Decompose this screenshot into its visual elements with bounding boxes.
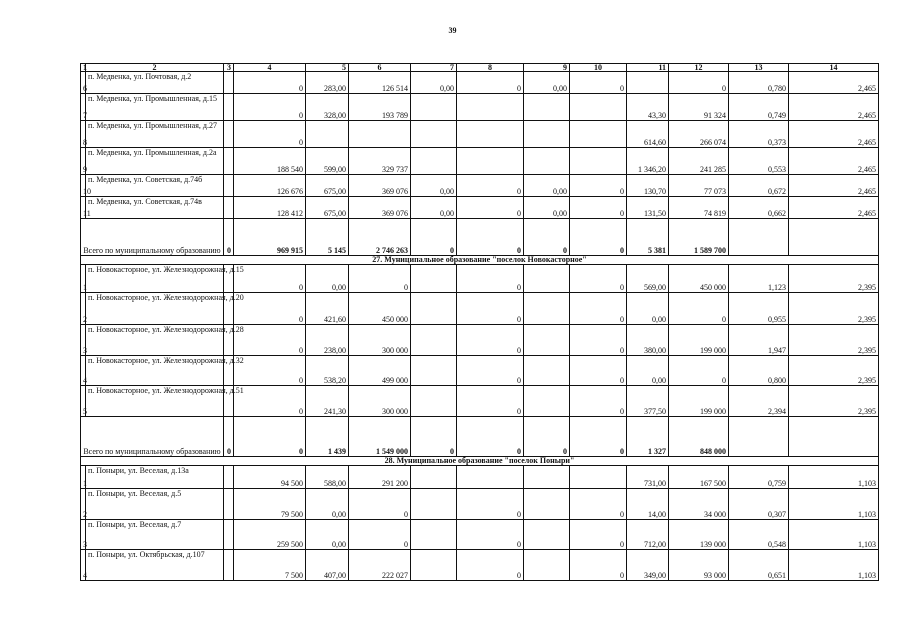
table-row bbox=[81, 489, 879, 520]
table-row bbox=[81, 520, 879, 550]
housing-register-table bbox=[80, 63, 879, 581]
value-cell-c6: 0 bbox=[349, 489, 411, 520]
value-cell-c12: 139 000 bbox=[669, 520, 729, 550]
value-cell-c4: 0 bbox=[234, 386, 306, 417]
address-cell: п. Новокасторное, ул. Железнодорожная, д.51 bbox=[86, 386, 224, 417]
row-number: 3 bbox=[81, 325, 86, 356]
value-cell-c4: 94 500 bbox=[234, 466, 306, 489]
value-cell-c3 bbox=[224, 94, 234, 121]
value-cell-c4: 126 676 bbox=[234, 175, 306, 197]
value-cell-c11: 712,00 bbox=[627, 520, 669, 550]
value-cell-c3 bbox=[224, 466, 234, 489]
table-row bbox=[81, 148, 879, 175]
total-cell-c4: 969 915 bbox=[234, 219, 306, 256]
value-cell-c3 bbox=[224, 550, 234, 581]
value-cell-c5: 675,00 bbox=[306, 175, 349, 197]
value-cell-c3 bbox=[224, 197, 234, 219]
row-number: 8 bbox=[81, 121, 86, 148]
value-cell-c7 bbox=[411, 466, 457, 489]
value-cell-c3 bbox=[224, 72, 234, 94]
total-cell-c6: 1 549 000 bbox=[349, 417, 411, 457]
row-number: 2 bbox=[81, 489, 86, 520]
value-cell-c6: 126 514 bbox=[349, 72, 411, 94]
value-cell-c7 bbox=[411, 94, 457, 121]
value-cell-c12: 199 000 bbox=[669, 325, 729, 356]
row-number: 7 bbox=[81, 94, 86, 121]
row-number: 2 bbox=[81, 293, 86, 325]
value-cell-c8: 0 bbox=[457, 489, 524, 520]
value-cell-c7 bbox=[411, 489, 457, 520]
value-cell-c6: 499 000 bbox=[349, 356, 411, 386]
value-cell-c4: 0 bbox=[234, 265, 306, 293]
value-cell-c10: 0 bbox=[570, 175, 627, 197]
section-title: 27. Муниципальное образование "поселок Новокасторное" bbox=[81, 256, 879, 265]
value-cell-c14: 2,395 bbox=[789, 265, 879, 293]
value-cell-c12: 0 bbox=[669, 356, 729, 386]
value-cell-c6: 450 000 bbox=[349, 293, 411, 325]
table-row bbox=[81, 121, 879, 148]
value-cell-c4: 259 500 bbox=[234, 520, 306, 550]
total-cell-c10: 0 bbox=[570, 417, 627, 457]
value-cell-c13: 0,553 bbox=[729, 148, 789, 175]
value-cell-c3 bbox=[224, 489, 234, 520]
row-number: 5 bbox=[81, 386, 86, 417]
section-title-row bbox=[81, 457, 879, 466]
row-number: 6 bbox=[81, 72, 86, 94]
value-cell-c4: 0 bbox=[234, 356, 306, 386]
value-cell-c6: 0 bbox=[349, 520, 411, 550]
column-number-3: 3 bbox=[224, 64, 234, 72]
value-cell-c5 bbox=[306, 121, 349, 148]
total-cell-c13 bbox=[729, 219, 789, 256]
row-number: 9 bbox=[81, 148, 86, 175]
value-cell-c5: 0,00 bbox=[306, 520, 349, 550]
address-cell: п. Медвенка, ул. Советская, д.74в bbox=[86, 197, 224, 219]
value-cell-c4: 0 bbox=[234, 94, 306, 121]
value-cell-c5: 241,30 bbox=[306, 386, 349, 417]
value-cell-c14: 2,395 bbox=[789, 356, 879, 386]
value-cell-c14: 2,465 bbox=[789, 121, 879, 148]
total-cell-c11: 5 381 bbox=[627, 219, 669, 256]
value-cell-c8: 0 bbox=[457, 175, 524, 197]
value-cell-c14: 2,395 bbox=[789, 293, 879, 325]
value-cell-c9 bbox=[524, 325, 570, 356]
value-cell-c13: 0,307 bbox=[729, 489, 789, 520]
value-cell-c14: 2,465 bbox=[789, 175, 879, 197]
value-cell-c10 bbox=[570, 121, 627, 148]
column-number-5: 5 bbox=[306, 64, 349, 72]
address-cell: п. Медвенка, ул. Почтовая, д.2 bbox=[86, 72, 224, 94]
value-cell-c11: 0,00 bbox=[627, 293, 669, 325]
value-cell-c4: 0 bbox=[234, 293, 306, 325]
value-cell-c9 bbox=[524, 520, 570, 550]
column-number-9: 9 bbox=[524, 64, 570, 72]
value-cell-c14: 1,103 bbox=[789, 520, 879, 550]
row-number: 10 bbox=[81, 175, 86, 197]
total-row bbox=[81, 219, 879, 256]
column-number-4: 4 bbox=[234, 64, 306, 72]
value-cell-c11: 130,70 bbox=[627, 175, 669, 197]
value-cell-c8: 0 bbox=[457, 197, 524, 219]
total-cell-c4: 0 bbox=[234, 417, 306, 457]
address-cell: п. Медвенка, ул. Советская, д.74б bbox=[86, 175, 224, 197]
section-title: 28. Муниципальное образование "поселок Поныри" bbox=[81, 457, 879, 466]
value-cell-c5: 283,00 bbox=[306, 72, 349, 94]
value-cell-c14: 2,395 bbox=[789, 325, 879, 356]
value-cell-c7: 0,00 bbox=[411, 72, 457, 94]
value-cell-c9 bbox=[524, 466, 570, 489]
value-cell-c8 bbox=[457, 466, 524, 489]
value-cell-c4: 0 bbox=[234, 121, 306, 148]
value-cell-c7 bbox=[411, 148, 457, 175]
value-cell-c3 bbox=[224, 175, 234, 197]
value-cell-c12: 0 bbox=[669, 293, 729, 325]
value-cell-c14: 2,465 bbox=[789, 72, 879, 94]
total-cell-c10: 0 bbox=[570, 219, 627, 256]
address-cell: п. Новокасторное, ул. Железнодорожная, д.28 bbox=[86, 325, 224, 356]
value-cell-c10: 0 bbox=[570, 550, 627, 581]
column-number-14: 14 bbox=[789, 64, 879, 72]
row-number: 4 bbox=[81, 356, 86, 386]
value-cell-c3 bbox=[224, 520, 234, 550]
address-cell: п. Новокасторное, ул. Железнодорожная, д.15 bbox=[86, 265, 224, 293]
value-cell-c10: 0 bbox=[570, 489, 627, 520]
address-cell: п. Поныри, ул. Октябрьская, д.107 bbox=[86, 550, 224, 581]
table-row bbox=[81, 466, 879, 489]
value-cell-c9 bbox=[524, 386, 570, 417]
table-row bbox=[81, 293, 879, 325]
value-cell-c10: 0 bbox=[570, 197, 627, 219]
value-cell-c14: 1,103 bbox=[789, 550, 879, 581]
value-cell-c5: 328,00 bbox=[306, 94, 349, 121]
table-row bbox=[81, 386, 879, 417]
value-cell-c11: 43,30 bbox=[627, 94, 669, 121]
address-cell: п. Новокасторное, ул. Железнодорожная, д.32 bbox=[86, 356, 224, 386]
address-cell: п. Новокасторное, ул. Железнодорожная, д.20 bbox=[86, 293, 224, 325]
address-cell: п. Поныри, ул. Веселая, д.7 bbox=[86, 520, 224, 550]
value-cell-c13: 2,394 bbox=[729, 386, 789, 417]
total-cell-c14 bbox=[789, 219, 879, 256]
value-cell-c9 bbox=[524, 265, 570, 293]
value-cell-c8 bbox=[457, 148, 524, 175]
row-number: 1 bbox=[81, 265, 86, 293]
value-cell-c7 bbox=[411, 386, 457, 417]
value-cell-c12: 93 000 bbox=[669, 550, 729, 581]
total-cell-c5: 1 439 bbox=[306, 417, 349, 457]
table-body bbox=[81, 64, 879, 581]
value-cell-c10: 0 bbox=[570, 356, 627, 386]
value-cell-c6: 222 027 bbox=[349, 550, 411, 581]
total-label: Всего по муниципальному образованию bbox=[81, 219, 224, 256]
value-cell-c10 bbox=[570, 148, 627, 175]
value-cell-c7 bbox=[411, 293, 457, 325]
section-title-row bbox=[81, 256, 879, 265]
column-number-2: 2 bbox=[86, 64, 224, 72]
value-cell-c5: 538,20 bbox=[306, 356, 349, 386]
total-cell-c9: 0 bbox=[524, 417, 570, 457]
row-number: 3 bbox=[81, 520, 86, 550]
value-cell-c5: 0,00 bbox=[306, 489, 349, 520]
total-cell-c6: 2 746 263 bbox=[349, 219, 411, 256]
value-cell-c9: 0,00 bbox=[524, 197, 570, 219]
value-cell-c8: 0 bbox=[457, 325, 524, 356]
value-cell-c11 bbox=[627, 72, 669, 94]
row-number: 4 bbox=[81, 550, 86, 581]
value-cell-c6: 0 bbox=[349, 265, 411, 293]
value-cell-c8: 0 bbox=[457, 356, 524, 386]
value-cell-c10: 0 bbox=[570, 72, 627, 94]
table-row bbox=[81, 94, 879, 121]
value-cell-c13: 0,749 bbox=[729, 94, 789, 121]
value-cell-c14: 1,103 bbox=[789, 489, 879, 520]
value-cell-c4: 188 540 bbox=[234, 148, 306, 175]
value-cell-c10: 0 bbox=[570, 293, 627, 325]
value-cell-c13: 0,651 bbox=[729, 550, 789, 581]
value-cell-c8 bbox=[457, 94, 524, 121]
value-cell-c6: 300 000 bbox=[349, 325, 411, 356]
value-cell-c10: 0 bbox=[570, 265, 627, 293]
value-cell-c11: 377,50 bbox=[627, 386, 669, 417]
value-cell-c5: 238,00 bbox=[306, 325, 349, 356]
value-cell-c12: 0 bbox=[669, 72, 729, 94]
total-cell-c8: 0 bbox=[457, 219, 524, 256]
column-number-1: 1 bbox=[81, 64, 86, 72]
value-cell-c12: 74 819 bbox=[669, 197, 729, 219]
value-cell-c7 bbox=[411, 121, 457, 148]
column-number-11: 11 bbox=[627, 64, 669, 72]
value-cell-c13: 0,548 bbox=[729, 520, 789, 550]
column-number-10: 10 bbox=[570, 64, 627, 72]
row-number: 1 bbox=[81, 466, 86, 489]
value-cell-c8: 0 bbox=[457, 293, 524, 325]
column-number-6: 6 bbox=[349, 64, 411, 72]
row-number: 11 bbox=[81, 197, 86, 219]
address-cell: п. Поныри, ул. Веселая, д.13а bbox=[86, 466, 224, 489]
value-cell-c12: 77 073 bbox=[669, 175, 729, 197]
value-cell-c8: 0 bbox=[457, 265, 524, 293]
value-cell-c9 bbox=[524, 550, 570, 581]
table-row bbox=[81, 265, 879, 293]
address-cell: п. Поныри, ул. Веселая, д.5 bbox=[86, 489, 224, 520]
value-cell-c13: 0,780 bbox=[729, 72, 789, 94]
value-cell-c9 bbox=[524, 148, 570, 175]
column-number-13: 13 bbox=[729, 64, 789, 72]
value-cell-c3 bbox=[224, 148, 234, 175]
page-number: 39 bbox=[448, 26, 457, 35]
address-cell: п. Медвенка, ул. Промышленная, д.27 bbox=[86, 121, 224, 148]
value-cell-c11: 349,00 bbox=[627, 550, 669, 581]
value-cell-c13: 0,373 bbox=[729, 121, 789, 148]
total-label: Всего по муниципальному образованию bbox=[81, 417, 224, 457]
value-cell-c14: 2,465 bbox=[789, 94, 879, 121]
value-cell-c3 bbox=[224, 121, 234, 148]
table-row bbox=[81, 325, 879, 356]
value-cell-c14: 1,103 bbox=[789, 466, 879, 489]
value-cell-c10 bbox=[570, 94, 627, 121]
value-cell-c7 bbox=[411, 265, 457, 293]
value-cell-c9 bbox=[524, 356, 570, 386]
value-cell-c7 bbox=[411, 325, 457, 356]
value-cell-c9 bbox=[524, 121, 570, 148]
value-cell-c5: 0,00 bbox=[306, 265, 349, 293]
total-cell-c7: 0 bbox=[411, 219, 457, 256]
address-cell: п. Медвенка, ул. Промышленная, д.15 bbox=[86, 94, 224, 121]
value-cell-c4: 0 bbox=[234, 72, 306, 94]
value-cell-c4: 128 412 bbox=[234, 197, 306, 219]
value-cell-c7 bbox=[411, 520, 457, 550]
column-number-12: 12 bbox=[669, 64, 729, 72]
value-cell-c11: 0,00 bbox=[627, 356, 669, 386]
value-cell-c14: 2,465 bbox=[789, 148, 879, 175]
value-cell-c9 bbox=[524, 293, 570, 325]
value-cell-c12: 91 324 bbox=[669, 94, 729, 121]
value-cell-c13: 0,759 bbox=[729, 466, 789, 489]
value-cell-c5: 675,00 bbox=[306, 197, 349, 219]
value-cell-c11: 569,00 bbox=[627, 265, 669, 293]
value-cell-c5: 407,00 bbox=[306, 550, 349, 581]
value-cell-c10: 0 bbox=[570, 520, 627, 550]
value-cell-c9: 0,00 bbox=[524, 72, 570, 94]
value-cell-c9 bbox=[524, 94, 570, 121]
column-number-header bbox=[81, 64, 879, 72]
table-row bbox=[81, 72, 879, 94]
table-row bbox=[81, 550, 879, 581]
table-row bbox=[81, 175, 879, 197]
value-cell-c11: 131,50 bbox=[627, 197, 669, 219]
total-row bbox=[81, 417, 879, 457]
table-row bbox=[81, 197, 879, 219]
value-cell-c9: 0,00 bbox=[524, 175, 570, 197]
value-cell-c10: 0 bbox=[570, 386, 627, 417]
value-cell-c6: 193 789 bbox=[349, 94, 411, 121]
value-cell-c13: 0,800 bbox=[729, 356, 789, 386]
value-cell-c8: 0 bbox=[457, 72, 524, 94]
value-cell-c11: 380,00 bbox=[627, 325, 669, 356]
value-cell-c13: 0,662 bbox=[729, 197, 789, 219]
value-cell-c11: 1 346,20 bbox=[627, 148, 669, 175]
value-cell-c14: 2,395 bbox=[789, 386, 879, 417]
value-cell-c8: 0 bbox=[457, 386, 524, 417]
value-cell-c6 bbox=[349, 121, 411, 148]
value-cell-c13: 1,123 bbox=[729, 265, 789, 293]
value-cell-c6: 291 200 bbox=[349, 466, 411, 489]
value-cell-c12: 167 500 bbox=[669, 466, 729, 489]
value-cell-c8: 0 bbox=[457, 520, 524, 550]
value-cell-c6: 369 076 bbox=[349, 197, 411, 219]
value-cell-c12: 241 285 bbox=[669, 148, 729, 175]
total-cell-c7: 0 bbox=[411, 417, 457, 457]
value-cell-c7: 0,00 bbox=[411, 175, 457, 197]
value-cell-c12: 266 074 bbox=[669, 121, 729, 148]
value-cell-c11: 731,00 bbox=[627, 466, 669, 489]
value-cell-c12: 34 000 bbox=[669, 489, 729, 520]
value-cell-c9 bbox=[524, 489, 570, 520]
total-cell-c9: 0 bbox=[524, 219, 570, 256]
table-row bbox=[81, 356, 879, 386]
total-cell-c14 bbox=[789, 417, 879, 457]
value-cell-c6: 369 076 bbox=[349, 175, 411, 197]
value-cell-c7: 0,00 bbox=[411, 197, 457, 219]
value-cell-c6: 300 000 bbox=[349, 386, 411, 417]
value-cell-c7 bbox=[411, 356, 457, 386]
column-number-8: 8 bbox=[457, 64, 524, 72]
total-cell-c3: 0 bbox=[224, 417, 234, 457]
value-cell-c12: 450 000 bbox=[669, 265, 729, 293]
total-cell-c13 bbox=[729, 417, 789, 457]
value-cell-c12: 199 000 bbox=[669, 386, 729, 417]
value-cell-c8 bbox=[457, 121, 524, 148]
value-cell-c5: 599,00 bbox=[306, 148, 349, 175]
value-cell-c4: 7 500 bbox=[234, 550, 306, 581]
value-cell-c5: 421,60 bbox=[306, 293, 349, 325]
value-cell-c10: 0 bbox=[570, 325, 627, 356]
value-cell-c13: 0,955 bbox=[729, 293, 789, 325]
value-cell-c7 bbox=[411, 550, 457, 581]
value-cell-c13: 1,947 bbox=[729, 325, 789, 356]
value-cell-c14: 2,465 bbox=[789, 197, 879, 219]
value-cell-c4: 0 bbox=[234, 325, 306, 356]
value-cell-c5: 588,00 bbox=[306, 466, 349, 489]
value-cell-c10 bbox=[570, 466, 627, 489]
total-cell-c11: 1 327 bbox=[627, 417, 669, 457]
total-cell-c3: 0 bbox=[224, 219, 234, 256]
value-cell-c13: 0,672 bbox=[729, 175, 789, 197]
value-cell-c11: 14,00 bbox=[627, 489, 669, 520]
total-cell-c12: 1 589 700 bbox=[669, 219, 729, 256]
total-cell-c8: 0 bbox=[457, 417, 524, 457]
address-cell: п. Медвенка, ул. Промышленная, д.2а bbox=[86, 148, 224, 175]
value-cell-c4: 79 500 bbox=[234, 489, 306, 520]
total-cell-c12: 848 000 bbox=[669, 417, 729, 457]
value-cell-c8: 0 bbox=[457, 550, 524, 581]
column-number-7: 7 bbox=[411, 64, 457, 72]
value-cell-c11: 614,60 bbox=[627, 121, 669, 148]
value-cell-c6: 329 737 bbox=[349, 148, 411, 175]
total-cell-c5: 5 145 bbox=[306, 219, 349, 256]
